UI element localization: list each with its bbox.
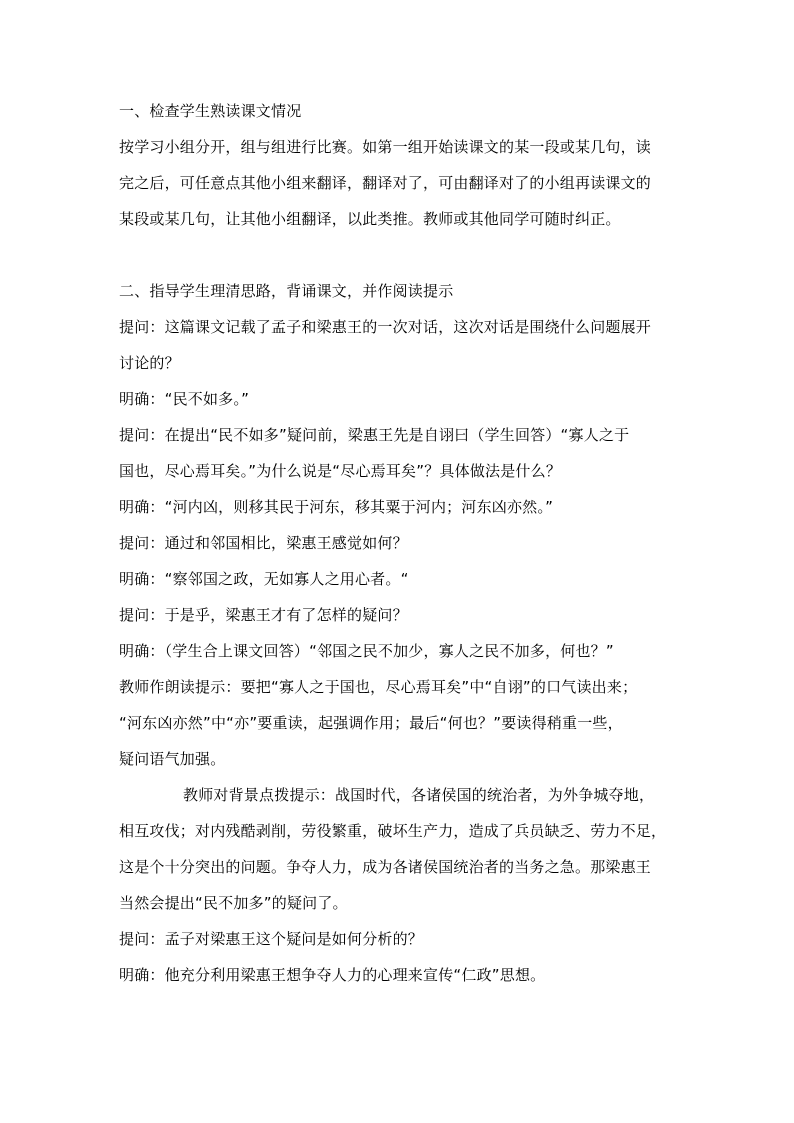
question-2-line: 提问：在提出“民不如多”疑问前，梁惠王先是自诩曰（学生回答）“寡人之于 [119,426,630,444]
document-body [119,102,679,984]
question-5: 提问：孟子对梁惠王这个疑问是如何分析的？ [119,930,424,948]
question-1-line: 提问：这篇课文记载了孟子和梁惠王的一次对话，这次对话是围绕什么问题展开 [119,318,652,336]
question-1-line: 讨论的？ [119,354,180,372]
reading-tip-line: 疑问语气加强。 [119,750,226,768]
answer-2: 明确：“河内凶，则移其民于河东，移其粟于河内；河东凶亦然。” [119,498,554,516]
question-3: 提问：通过和邻国相比，梁惠王感觉如何？ [119,534,408,552]
background-tip-line: 这是个十分突出的问题。争夺人力，成为各诸侯国统治者的当务之急。那梁惠王 [119,858,652,876]
question-2-line: 国也，尽心焉耳矣。”为什么说是“尽心焉耳矣”？具体做法是什么？ [119,462,562,480]
section-2-heading: 二、指导学生理清思路，背诵课文，并作阅读提示 [119,282,454,300]
answer-1: 明确：“民不如多。” [119,390,250,408]
answer-5: 明确：他充分利用梁惠王想争夺人力的心理来宣传“仁政”思想。 [119,966,546,984]
background-tip-line: 相互攻伐；对内残酷剥削，劳役繁重，破坏生产力，造成了兵员缺乏、劳力不足， [119,822,667,840]
reading-tip-line: “河东凶亦然”中“亦”要重读，起强调作用；最后“何也？”要读得稍重一些， [119,714,623,732]
reading-tip-line: 教师作朗读提示：要把“寡人之于国也，尽心焉耳矣”中“自诩”的口气读出来； [119,678,638,696]
section-1-paragraph-line: 按学习小组分开，组与组进行比赛。如第一组开始读课文的某一段或某几句，读 [119,138,652,156]
answer-3: 明确：“察邻国之政，无如寡人之用心者。“ [119,570,409,588]
question-4: 提问：于是乎，梁惠王才有了怎样的疑问？ [119,606,408,624]
section-1-paragraph-line: 某段或某几句，让其他小组翻译，以此类推。教师或其他同学可随时纠正。 [119,210,621,228]
background-tip-line: 教师对背景点拨提示：战国时代，各诸侯国的统治者，为外争城夺地， [183,786,655,804]
background-tip-line: 当然会提出“民不加多”的疑问了。 [119,894,348,912]
answer-4: 明确：（学生合上课文回答）“邻国之民不加少，寡人之民不加多，何也？” [119,642,614,660]
section-1-heading: 一、检查学生熟读课文情况 [119,102,302,120]
section-1-paragraph-line: 完之后，可任意点其他小组来翻译，翻译对了，可由翻译对了的小组再读课文的 [119,174,652,192]
